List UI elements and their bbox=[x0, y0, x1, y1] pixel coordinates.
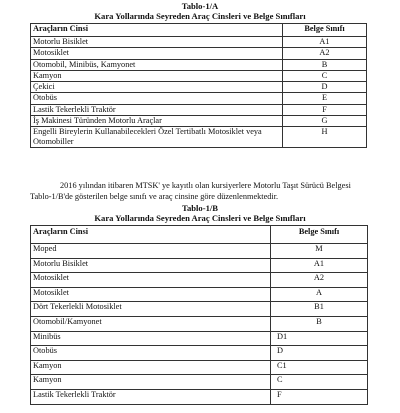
table-row bbox=[31, 316, 368, 331]
table-b-header-row bbox=[31, 226, 368, 244]
license-class-cell: D bbox=[271, 346, 368, 361]
license-class-cell: C1 bbox=[271, 360, 368, 375]
table-a-title-number: Tablo-1/A bbox=[181, 1, 219, 11]
table-a-title-text: Kara Yollarında Seyreden Araç Cinsleri ve Belge Sınıfları bbox=[94, 11, 306, 21]
license-class-cell: B bbox=[283, 59, 367, 70]
table-b-title-number: Tablo-1/B bbox=[182, 203, 218, 213]
vehicle-type-cell: Kamyon bbox=[31, 375, 271, 390]
vehicle-type-cell: Kamyon bbox=[31, 360, 271, 375]
vehicle-type-cell: Otobüs bbox=[31, 93, 283, 104]
vehicle-type-cell: Otomobil/Kamyonet bbox=[31, 316, 271, 331]
license-class-cell: E bbox=[283, 93, 367, 104]
column-header-license-class: Belge Sınıfı bbox=[271, 226, 368, 244]
table-row bbox=[31, 127, 367, 148]
vehicle-type-cell: Motosiklet bbox=[31, 287, 271, 302]
license-class-cell: F bbox=[271, 389, 368, 404]
table-row bbox=[31, 116, 367, 127]
table-row bbox=[31, 287, 368, 302]
table-row bbox=[31, 331, 368, 346]
vehicle-type-cell: Çekici bbox=[31, 82, 283, 93]
license-class-cell: M bbox=[271, 244, 368, 259]
column-header-vehicle-type: Araçların Cinsi bbox=[31, 24, 283, 37]
body-paragraph bbox=[30, 181, 366, 202]
table-row bbox=[31, 59, 367, 70]
table-row bbox=[31, 82, 367, 93]
table-row bbox=[31, 104, 367, 115]
vehicle-type-cell: Minibüs bbox=[31, 331, 271, 346]
table-row bbox=[31, 244, 368, 259]
license-class-cell: A1 bbox=[283, 37, 367, 48]
table-a-title bbox=[0, 1, 400, 21]
vehicle-type-cell: Motorlu Bisiklet bbox=[31, 37, 283, 48]
vehicle-type-cell: Motosiklet bbox=[31, 48, 283, 59]
table-row bbox=[31, 360, 368, 375]
license-class-cell: F bbox=[283, 104, 367, 115]
table-row bbox=[31, 389, 368, 404]
license-class-cell: D1 bbox=[271, 331, 368, 346]
column-header-vehicle-type: Araçların Cinsi bbox=[31, 226, 271, 244]
column-header-license-class: Belge Sınıfı bbox=[283, 24, 367, 37]
license-class-cell: H bbox=[283, 127, 367, 148]
table-row bbox=[31, 70, 367, 81]
vehicle-type-cell: Engelli Bireylerin Kullanabilecekleri Özel Tertibatlı Motosiklet veya Otomobiller bbox=[31, 127, 283, 148]
license-class-cell: A2 bbox=[283, 48, 367, 59]
license-class-cell: C bbox=[283, 70, 367, 81]
table-b-title bbox=[0, 203, 400, 223]
table-row bbox=[31, 302, 368, 317]
vehicle-type-cell: Lastik Tekerlekli Traktör bbox=[31, 389, 271, 404]
vehicle-type-cell: Otomobil, Minibüs, Kamyonet bbox=[31, 59, 283, 70]
table-a bbox=[30, 23, 367, 148]
paragraph-line-1: 2016 yılından itibaren MTSK' ye kayıtlı olan kursiyerlere Motorlu Taşıt Sürücü Belgesi bbox=[60, 181, 351, 190]
vehicle-type-cell: Moped bbox=[31, 244, 271, 259]
vehicle-type-cell: Dört Tekerlekli Motosiklet bbox=[31, 302, 271, 317]
table-row bbox=[31, 346, 368, 361]
table-b-title-text: Kara Yollarında Seyreden Araç Cinsleri ve Belge Sınıfları bbox=[94, 213, 306, 223]
license-class-cell: A2 bbox=[271, 273, 368, 288]
vehicle-type-cell: Motosiklet bbox=[31, 273, 271, 288]
table-b bbox=[30, 225, 368, 405]
license-class-cell: B bbox=[271, 316, 368, 331]
table-row bbox=[31, 258, 368, 273]
table-row bbox=[31, 37, 367, 48]
license-class-cell: G bbox=[283, 116, 367, 127]
license-class-cell: B1 bbox=[271, 302, 368, 317]
vehicle-type-cell: İş Makinesi Türünden Motorlu Araçlar bbox=[31, 116, 283, 127]
table-row bbox=[31, 48, 367, 59]
vehicle-type-cell: Motorlu Bisiklet bbox=[31, 258, 271, 273]
paragraph-line-2: Tablo-1/B'de gösterilen belge sınıfı ve araç cinsine göre düzenlenmektedir. bbox=[30, 191, 279, 201]
license-class-cell: D bbox=[283, 82, 367, 93]
vehicle-type-cell: Lastik Tekerlekli Traktör bbox=[31, 104, 283, 115]
table-a-header-row bbox=[31, 24, 367, 37]
table-row bbox=[31, 375, 368, 390]
table-row bbox=[31, 93, 367, 104]
vehicle-type-cell: Otobüs bbox=[31, 346, 271, 361]
license-class-cell: A bbox=[271, 287, 368, 302]
license-class-cell: A1 bbox=[271, 258, 368, 273]
table-row bbox=[31, 273, 368, 288]
license-class-cell: C bbox=[271, 375, 368, 390]
vehicle-type-cell: Kamyon bbox=[31, 70, 283, 81]
